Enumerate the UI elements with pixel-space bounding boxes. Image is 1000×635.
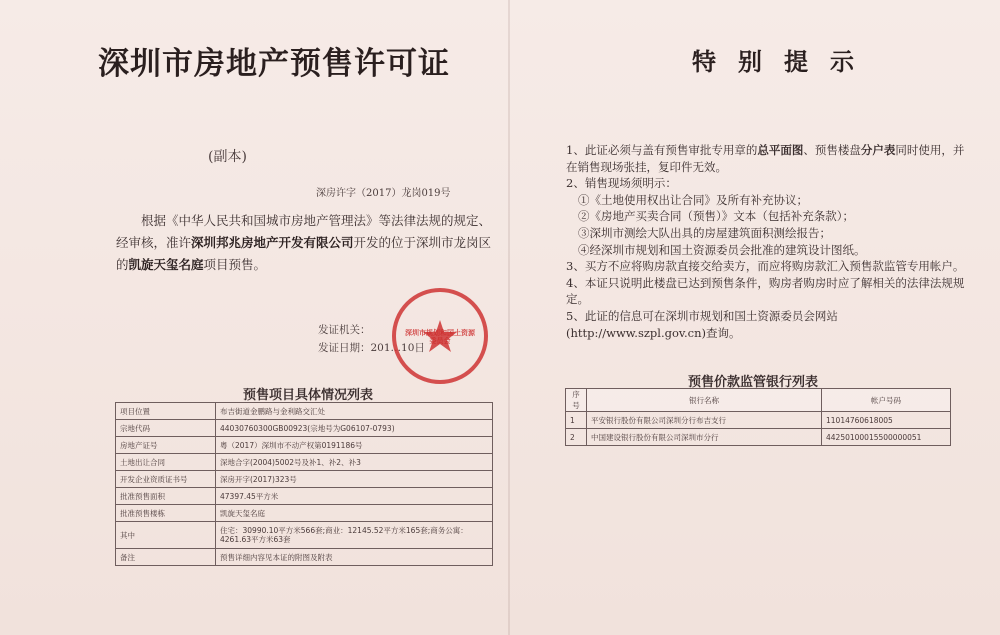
- notice-subitem: ①《土地使用权出让合同》及所有补充协议；: [578, 192, 808, 207]
- table-row: [116, 454, 493, 471]
- row-value: 44030760300GB00923(宗地号为G06107-0793): [216, 420, 493, 437]
- project-name: 凯旋天玺名庭: [128, 257, 204, 272]
- row-value: 深地合字(2004)5002号及补1、补2、补3: [216, 454, 493, 471]
- notice-title: 特别提示: [692, 47, 876, 76]
- table-row: [566, 412, 951, 429]
- table-row: [116, 437, 493, 454]
- row-key: 项目位置: [116, 403, 216, 420]
- notice-item-4: 4、本证只说明此楼盘已达到预售条件，购房者购房时应了解相关的法律法规规定。: [566, 275, 965, 307]
- row-bank: 平安银行股份有限公司深圳分行布吉支行: [587, 412, 822, 429]
- notice-bold: 分户表: [860, 143, 896, 157]
- fold-line: [508, 0, 510, 635]
- notice-subitem: ③深圳市测绘大队出具的房屋建筑面积测绘报告；: [578, 225, 831, 240]
- col-header-no: 序号: [566, 389, 587, 412]
- issuer-label: 发证机关：: [318, 324, 371, 336]
- row-no: 2: [566, 429, 587, 446]
- seal-text: 深圳市规划和国土资源委员会: [405, 328, 475, 345]
- row-bank: 中国建设银行股份有限公司深圳市分行: [587, 429, 822, 446]
- bank-table-title: 预售价款监管银行列表: [688, 375, 819, 390]
- row-key: 备注: [116, 549, 216, 566]
- official-seal: [392, 288, 488, 384]
- notice-subitem: ④经深圳市规划和国土资源委员会批准的建筑设计图纸。: [578, 242, 866, 257]
- row-key: 房地产证号: [116, 437, 216, 454]
- row-key: 土地出让合同: [116, 454, 216, 471]
- table-row: [116, 549, 493, 566]
- bank-table: [565, 388, 951, 446]
- row-key: 开发企业资质证书号: [116, 471, 216, 488]
- developer-name: 深圳邦兆房地产开发有限公司: [191, 235, 354, 250]
- table-row: [116, 505, 493, 522]
- table-row: [116, 471, 493, 488]
- row-value: 深房开字(2017)323号: [216, 471, 493, 488]
- issuer-row: [318, 322, 371, 337]
- notice-subitem: ②《房地产买卖合同（预售）》文本（包括补充条款）；: [578, 209, 854, 224]
- col-header-bank: 银行名称: [587, 389, 822, 412]
- notice-item-2: 2、销售现场须明示：: [566, 176, 677, 191]
- notice-text: 、预售楼盘: [803, 143, 861, 157]
- table-row: [116, 420, 493, 437]
- row-value: 预售详细内容见本证的附图及附表: [216, 549, 493, 566]
- copy-label: (副本): [208, 149, 247, 165]
- notice-item-1: [566, 142, 966, 175]
- row-value: 47397.45平方米: [216, 488, 493, 505]
- col-header-account: 帐户号码: [822, 389, 951, 412]
- issue-date-value: 201…10日: [370, 342, 425, 354]
- row-value: 住宅：30990.10平方米566套;商业：12145.52平方米165套;商务公寓：4261.63平方米63套: [216, 522, 493, 549]
- row-value: 凯旋天玺名庭: [216, 505, 493, 522]
- notice-text: 同时使用，并在销售现场张挂，复印件无效。: [566, 143, 965, 174]
- row-value: 粤（2017）深圳市不动产权第0191186号: [216, 437, 493, 454]
- project-table-title: 预售项目具体情况列表: [243, 388, 374, 403]
- permit-number: 深房许字（2017）龙岗019号: [316, 188, 451, 199]
- main-title: 深圳市房地产预售许可证: [98, 46, 450, 82]
- project-table: [115, 402, 493, 566]
- row-key: 批准预售面积: [116, 488, 216, 505]
- notice-list: [566, 142, 966, 341]
- row-account: 11014760618005: [822, 412, 951, 429]
- table-row: [566, 429, 951, 446]
- notice-text: 1、此证必须与盖有预售审批专用章的: [566, 143, 758, 157]
- notice-item-5: 5、此证的信息可在深圳市规划和国土资源委员会网站(http://www.szpl.gov.cn)查询。: [566, 308, 838, 340]
- row-key: 批准预售楼栋: [116, 505, 216, 522]
- body-mid: 开发的位于深圳市龙岗区的: [116, 235, 492, 272]
- approval-body: [116, 210, 496, 276]
- row-no: 1: [566, 412, 587, 429]
- row-account: 44250100015500000051: [822, 429, 951, 446]
- notice-bold: 总平面图: [757, 143, 804, 157]
- row-key: 其中: [116, 522, 216, 549]
- issue-date-label: 发证日期：: [318, 342, 371, 354]
- table-row: [116, 403, 493, 420]
- table-header-row: [566, 389, 951, 412]
- body-post: 项目预售。: [203, 257, 267, 272]
- notice-item-3: 3、买方不应将购房款直接交给卖方，而应将购房款汇入预售款监管专用帐户。: [566, 259, 965, 274]
- table-row: [116, 488, 493, 505]
- row-value: 布吉街道金鹏路与金利路交汇处: [216, 403, 493, 420]
- table-row: [116, 522, 493, 549]
- body-pre: 根据《中华人民共和国城市房地产管理法》等法律法规的规定、经审核，准许: [116, 213, 492, 250]
- row-key: 宗地代码: [116, 420, 216, 437]
